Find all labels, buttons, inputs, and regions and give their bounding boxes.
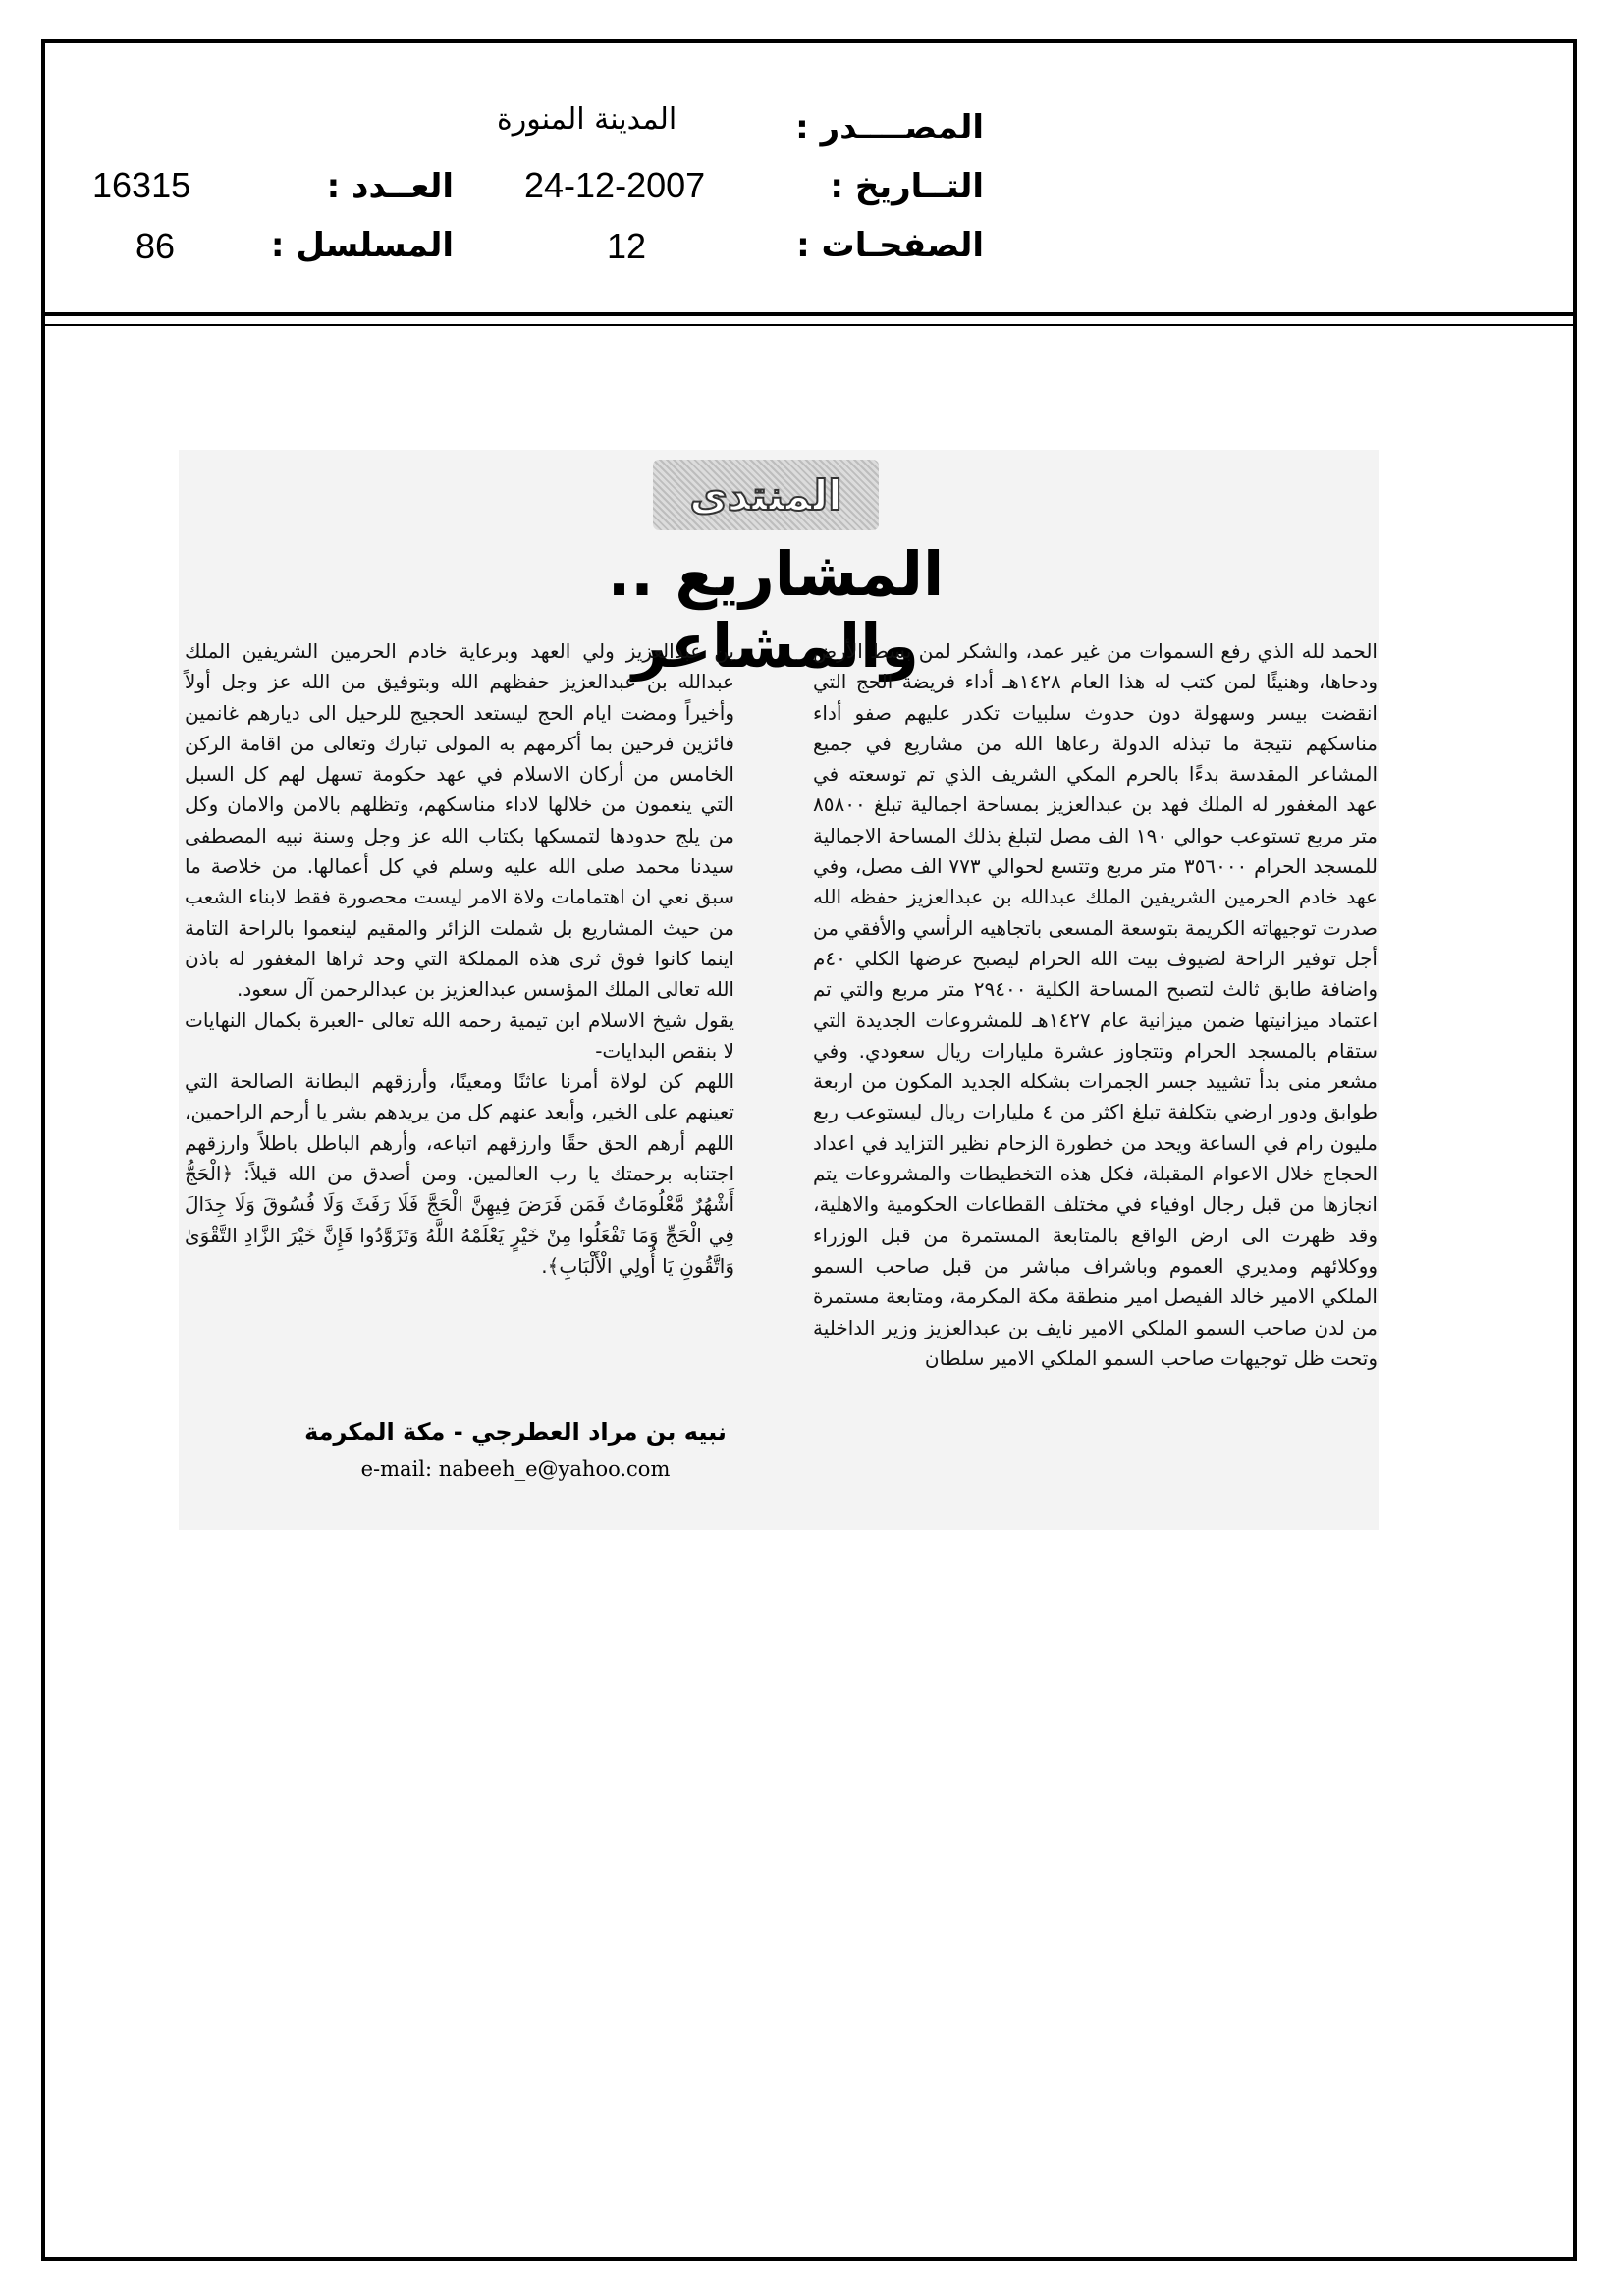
source-value: المدينة المنورة [497, 102, 677, 137]
document-header [45, 43, 1573, 316]
issue-label: العــدد : [326, 167, 454, 206]
section-badge [653, 460, 879, 530]
pages-value: 12 [607, 226, 647, 266]
serial-value: 86 [135, 226, 176, 266]
column-left-paragraph-1: بن عبدالعزيز ولي العهد وبرعاية خادم الحرمين الشريفين الملك عبدالله بن عبدالعزيز حفظهم الله وبتوفيق من الله عز وجل أولاً وأخيراً ومضت ايام الحج ليستعد الحجيج للرحيل الى ديارهم غانمين فائزين فرحين بما أكرمهم به المولى تبارك وتعالى من اقامة الركن الخامس من أركان الاسلام في عهد حكومة تسهل لهم كل السبل التي ينعمون من خلالها لاداء مناسكهم، وتظلهم بالامن والامان وكل من يلج حدودها لتمسكها بكتاب الله عز وجل وسنة نبيه المصطفى سيدنا محمد صلى الله عليه وسلم في كل أعمالها. من خلاصة ما سبق نعي ان اهتمامات ولاة الامر ليست محصورة فقط لابناء الشعب من حيث المشاريع بل شملت الزائر والمقيم لينعموا بالراحة التامة اينما كانوا فوق ثرى هذه المملكة التي وحد ثراها المغفور له باذن الله تعالى الملك المؤسس عبدالعزيز بن عبدالرحمن آل سعود. [185, 639, 734, 1002]
column-right-text: الحمد لله الذي رفع السموات من غير عمد، والشكر لمن بسط الأرض ودحاها، وهنيئًا لمن كتب له هذا العام ١٤٢٨هـ أداء فريضة الحج التي انقضت بيسر وسهولة دون حدوث سلبيات تكدر عليهم صفو أداء مناسكهم نتيجة ما تبذله الدولة رعاها الله من مشاريع في جميع المشاعر المقدسة بدءًا بالحرم المكي الشريف الذي تم توسعته في عهد المغفور له الملك فهد بن عبدالعزيز بمساحة اجمالية تبلغ ٨٥٨٠٠ متر مربع تستوعب حوالي ١٩٠ الف مصل لتبلغ بذلك المساحة الاجمالية للمسجد الحرام ٣٥٦٠٠٠ متر مربع وتتسع لحوالي ٧٧٣ الف مصل، وفي عهد خادم الحرمين الشريفين الملك عبدالله بن عبدالعزيز حفظه الله صدرت توجيهاته الكريمة بتوسعة المسعى باتجاهيه الرأسي والأفقي من أجل توفير الراحة لضيوف بيت الله الحرام ليصبح عرضها الكلي ٤٠م واضافة طابق ثالث لتصبح المساحة الكلية ٢٩٤٠٠ متر مربع والتي تم اعتماد ميزانيتها ضمن ميزانية عام ١٤٢٧هـ للمشروعات الجديدة التي ستقام بالمسجد الحرام وتتجاوز عشرة مليارات ريال سعودي. وفي مشعر منى بدأ تشييد جسر الجمرات بشكله الجديد المكون من اربعة طوابق ودور ارضي بتكلفة تبلغ اكثر من ٤ مليارات ريال ليستوعب ربع مليون رام في الساعة ويحد من خطورة الزحام نظير التزايد في اعداد الحجاج خلال الاعوام المقبلة، فكل هذه التخطيطات والمشروعات يتم انجازها من قبل رجال اوفياء في مختلف القطاعات الحكومية والاهلية، وقد ظهرت الى ارض الواقع بالمتابعة المستمرة من قبل الوزراء ووكلائهم ومديري العموم وباشراف مباشر من قبل صاحب السمو الملكي الامير خالد الفيصل امير منطقة مكة المكرمة، ومتابعة مستمرة من لدن صاحب السمو الملكي الامير نايف بن عبدالعزيز وزير الداخلية وتحت ظل توجيهات صاحب السمو الملكي الامير سلطان [813, 639, 1378, 1370]
header-divider [45, 312, 1573, 316]
pages-label: الصفحـات : [796, 226, 984, 265]
author-email: e-mail: nabeeh_e@yahoo.com [360, 1457, 671, 1481]
article-column-right [813, 636, 1378, 1374]
date-value: 24-12-2007 [524, 165, 706, 205]
issue-value: 16315 [92, 165, 191, 205]
date-label: التــاريخ : [830, 167, 984, 206]
source-label: المصــــدر : [795, 108, 984, 147]
author-byline: نبيه بن مراد العطرجي - مكة المكرمة [304, 1418, 727, 1446]
header-divider-thin [45, 324, 1573, 326]
article-column-left [185, 636, 734, 1282]
column-left-paragraph-2: يقول شيخ الاسلام ابن تيمية رحمه الله تعالى -العبرة بكمال النهايات لا بنقص البدايات- [185, 1008, 734, 1063]
article-headline: المشاريع .. والمشاعر [607, 538, 945, 682]
section-title: المنتدى [689, 470, 842, 519]
serial-label: المسلسل : [270, 226, 454, 265]
column-left-paragraph-3: اللهم كن لولاة أمرنا عاثنًا ومعينًا، وأرزقهم البطانة الصالحة التي تعينهم على الخير، وأبعد عنهم كل من يريدهم بشر يا أرحم الراحمين، اللهم أرهم الحق حقًا وارزقهم اتباعه، وأرهم الباطل باطلاً وارزقهم اجتنابه برحمتك يا رب العالمين. ومن أصدق من الله قيلاً: ﴿الْحَجُّ أَشْهُرٌ مَّعْلُومَاتٌ فَمَن فَرَضَ فِيهِنَّ الْحَجَّ فَلَا رَفَثَ وَلَا فُسُوقَ وَلَا جِدَالَ فِي الْحَجِّ وَمَا تَفْعَلُوا مِنْ خَيْرٍ يَعْلَمْهُ اللَّهُ وَتَزَوَّدُوا فَإِنَّ خَيْرَ الزَّادِ التَّقْوَىٰ وَاتَّقُونِ يَا أُولِي الْأَلْبَابِ﴾. [185, 1069, 734, 1278]
